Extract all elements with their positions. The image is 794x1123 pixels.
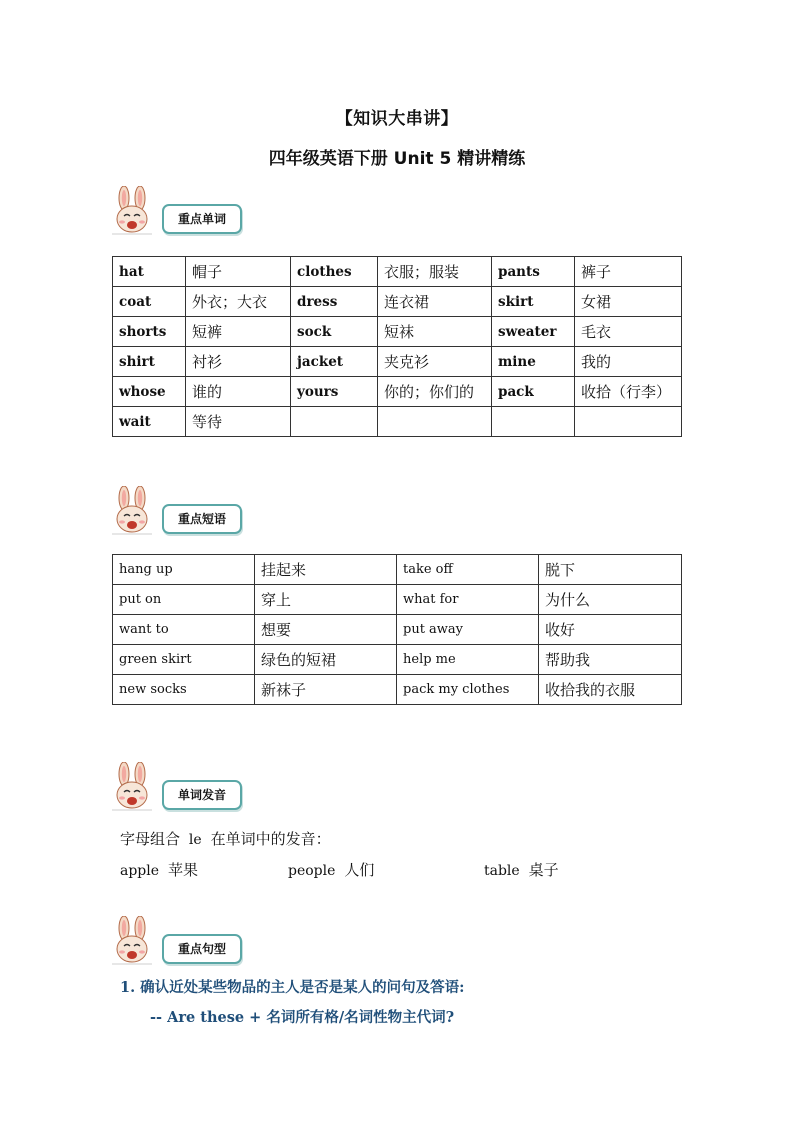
phrase-chinese: 帮助我 [539, 645, 682, 675]
rabbit-icon [110, 762, 154, 812]
word-english: yours [291, 377, 378, 407]
word-chinese: 衣服；服装 [378, 257, 492, 287]
word-chinese: 衬衫 [186, 347, 291, 377]
doc-subtitle: 四年级英语下册 Unit 5 精讲精练 [268, 149, 526, 169]
section-words-header [110, 186, 250, 236]
word-chinese: 女裙 [575, 287, 682, 317]
table-row [113, 317, 682, 347]
word-english [291, 407, 378, 437]
word-chinese: 短裤 [186, 317, 291, 347]
table-row [113, 347, 682, 377]
word-english: shirt [113, 347, 186, 377]
table-row [113, 645, 682, 675]
phrase-english: take off [397, 555, 539, 585]
word-chinese: 裤子 [575, 257, 682, 287]
word-chinese [575, 407, 682, 437]
phrase-english: put on [113, 585, 255, 615]
word-chinese: 短袜 [378, 317, 492, 347]
word-english: coat [113, 287, 186, 317]
phrase-chinese: 穿上 [255, 585, 397, 615]
table-row [113, 675, 682, 705]
section-sentences-label: 重点句型 [162, 934, 242, 964]
word-english: shorts [113, 317, 186, 347]
phrase-chinese: 收好 [539, 615, 682, 645]
word-english: skirt [492, 287, 575, 317]
table-row [113, 287, 682, 317]
phrase-english: hang up [113, 555, 255, 585]
word-chinese: 夹克衫 [378, 347, 492, 377]
word-english: sweater [492, 317, 575, 347]
word-chinese: 毛衣 [575, 317, 682, 347]
doc-title: 【知识大串讲】 [335, 109, 459, 129]
word-english: pack [492, 377, 575, 407]
table-row [113, 257, 682, 287]
phrase-chinese: 收拾我的衣服 [539, 675, 682, 705]
phrase-chinese: 脱下 [539, 555, 682, 585]
phrase-chinese: 绿色的短裙 [255, 645, 397, 675]
sentence-item-1: 1. 确认近处某些物品的主人是否是某人的问句及答语: [120, 979, 465, 996]
phrase-english: new socks [113, 675, 255, 705]
phrase-chinese: 想要 [255, 615, 397, 645]
word-english: dress [291, 287, 378, 317]
section-pronunciation-header [110, 762, 250, 812]
pronunciation-example: table 桌子 [484, 861, 559, 879]
word-english [492, 407, 575, 437]
phrase-english: help me [397, 645, 539, 675]
phrases-table [112, 554, 682, 705]
word-chinese: 我的 [575, 347, 682, 377]
word-english: sock [291, 317, 378, 347]
phrase-english: pack my clothes [397, 675, 539, 705]
pronunciation-example: people 人们 [288, 861, 375, 879]
section-phrases-header [110, 486, 250, 536]
word-chinese: 你的；你们的 [378, 377, 492, 407]
table-row [113, 585, 682, 615]
phrase-chinese: 为什么 [539, 585, 682, 615]
words-table [112, 256, 682, 437]
word-chinese: 谁的 [186, 377, 291, 407]
word-english: jacket [291, 347, 378, 377]
word-chinese: 等待 [186, 407, 291, 437]
phrase-english: what for [397, 585, 539, 615]
word-english: clothes [291, 257, 378, 287]
word-chinese [378, 407, 492, 437]
word-chinese: 连衣裙 [378, 287, 492, 317]
word-chinese: 外衣；大衣 [186, 287, 291, 317]
word-english: mine [492, 347, 575, 377]
phrase-english: green skirt [113, 645, 255, 675]
table-row [113, 377, 682, 407]
section-pronunciation-label: 单词发音 [162, 780, 242, 810]
word-english: hat [113, 257, 186, 287]
word-english: whose [113, 377, 186, 407]
section-words-label: 重点单词 [162, 204, 242, 234]
rabbit-icon [110, 186, 154, 236]
section-sentences-header [110, 916, 250, 966]
table-row [113, 555, 682, 585]
word-english: pants [492, 257, 575, 287]
rabbit-icon [110, 486, 154, 536]
pronunciation-intro: 字母组合 le 在单词中的发音： [120, 830, 331, 848]
table-row [113, 407, 682, 437]
word-english: wait [113, 407, 186, 437]
phrase-chinese: 新袜子 [255, 675, 397, 705]
section-phrases-label: 重点短语 [162, 504, 242, 534]
phrase-chinese: 挂起来 [255, 555, 397, 585]
phrase-english: put away [397, 615, 539, 645]
table-row [113, 615, 682, 645]
word-chinese: 帽子 [186, 257, 291, 287]
word-chinese: 收拾（行李） [575, 377, 682, 407]
pronunciation-example: apple 苹果 [120, 861, 198, 879]
phrase-english: want to [113, 615, 255, 645]
rabbit-icon [110, 916, 154, 966]
sentence-pattern-1: -- Are these + 名词所有格/名词性物主代词? [150, 1009, 455, 1026]
